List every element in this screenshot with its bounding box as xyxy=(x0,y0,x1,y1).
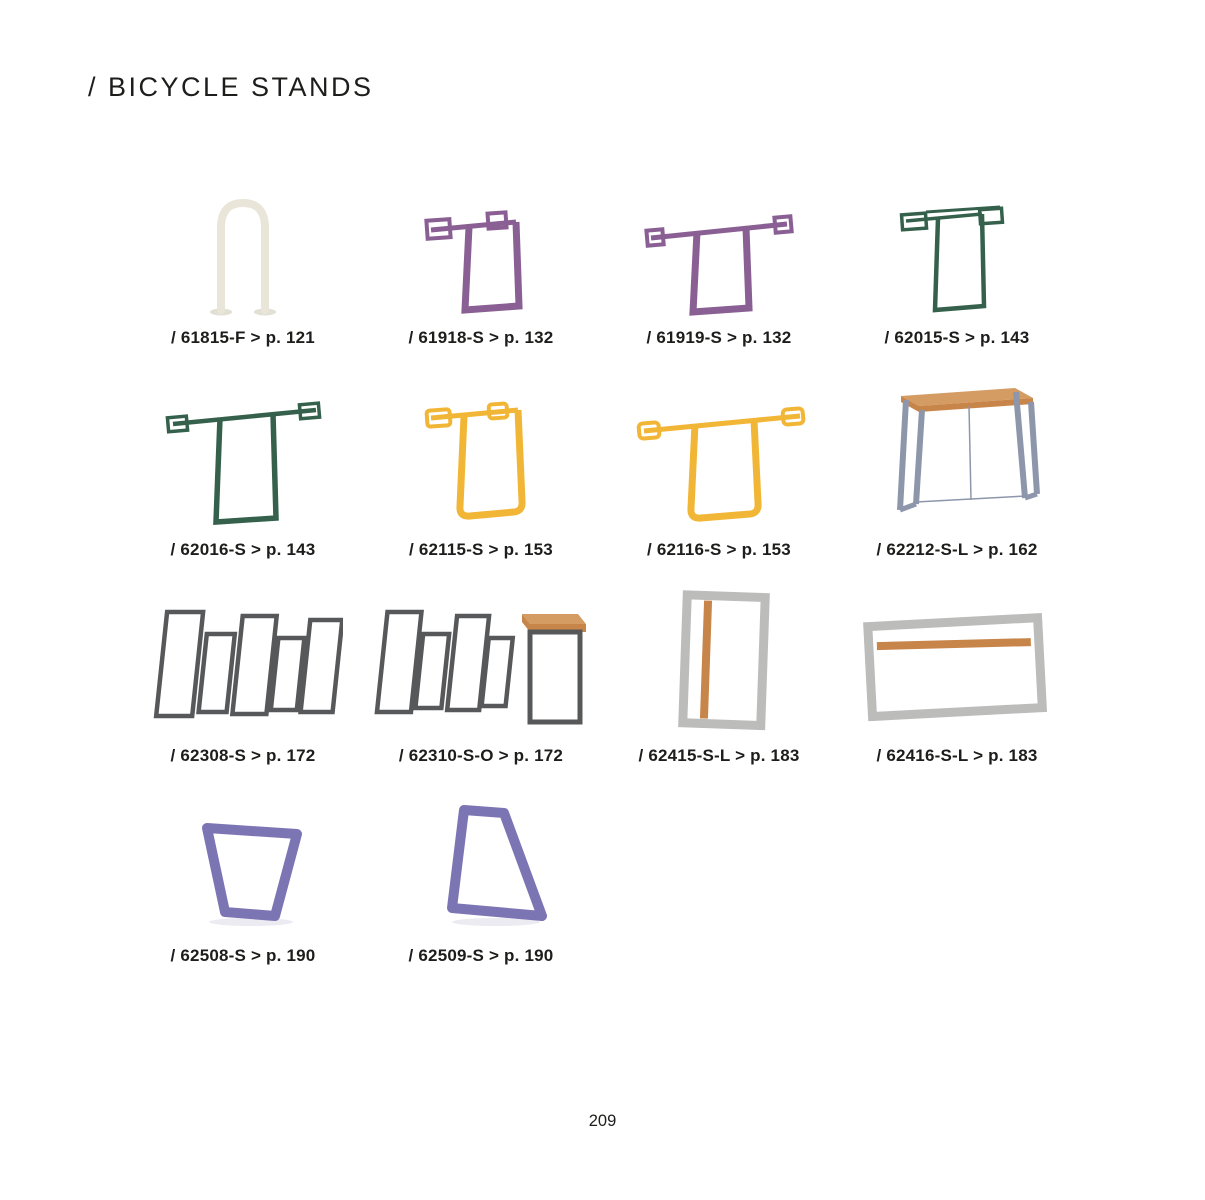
product-card xyxy=(362,766,600,966)
product-grid xyxy=(124,176,1076,966)
product-image-62415-s-l xyxy=(643,584,795,736)
product-image-62212-s-l xyxy=(865,368,1050,530)
product-card xyxy=(600,176,838,348)
product-card xyxy=(600,560,838,766)
product-card xyxy=(362,348,600,560)
product-caption[interactable]: / 62509-S > p. 190 xyxy=(408,946,554,965)
product-image-61815-f xyxy=(183,190,303,318)
product-image-62115-s xyxy=(401,380,561,530)
product-caption[interactable]: / 62508-S > p. 190 xyxy=(170,946,316,965)
product-image-62508-s xyxy=(153,802,333,936)
product-caption[interactable]: / 61919-S > p. 132 xyxy=(646,328,792,347)
product-card xyxy=(124,560,362,766)
product-card xyxy=(362,176,600,348)
product-card xyxy=(838,560,1076,766)
product-caption[interactable]: / 62416-S-L > p. 183 xyxy=(876,746,1038,765)
page-title: / BICYCLE STANDS xyxy=(88,72,374,103)
product-image-62308-s xyxy=(143,594,343,736)
product-image-62015-s xyxy=(882,190,1032,318)
product-image-62016-s xyxy=(148,380,338,530)
product-caption[interactable]: / 62415-S-L > p. 183 xyxy=(638,746,800,765)
product-caption[interactable]: / 62212-S-L > p. 162 xyxy=(876,540,1038,559)
product-image-62416-s-l xyxy=(846,596,1068,736)
product-image-61918-s xyxy=(401,182,561,318)
product-caption[interactable]: / 62310-S-O > p. 172 xyxy=(398,746,564,765)
product-image-62509-s xyxy=(400,794,562,936)
product-caption[interactable]: / 62016-S > p. 143 xyxy=(170,540,316,559)
product-card xyxy=(600,348,838,560)
product-caption[interactable]: / 61815-F > p. 121 xyxy=(171,328,315,347)
product-card xyxy=(838,176,1076,348)
page-number: 209 xyxy=(588,1112,617,1130)
product-image-61919-s xyxy=(633,182,805,318)
product-caption[interactable]: / 62115-S > p. 153 xyxy=(409,540,553,559)
product-caption[interactable]: / 61918-S > p. 132 xyxy=(408,328,554,347)
product-card xyxy=(124,348,362,560)
product-caption[interactable]: / 62116-S > p. 153 xyxy=(647,540,791,559)
product-caption[interactable]: / 62015-S > p. 143 xyxy=(884,328,1030,347)
product-card xyxy=(124,176,362,348)
product-card xyxy=(838,348,1076,560)
product-caption[interactable]: / 62308-S > p. 172 xyxy=(170,746,316,765)
product-card xyxy=(362,560,600,766)
product-card xyxy=(124,766,362,966)
product-image-62116-s xyxy=(619,378,819,530)
product-image-62310-s-o xyxy=(370,588,592,736)
